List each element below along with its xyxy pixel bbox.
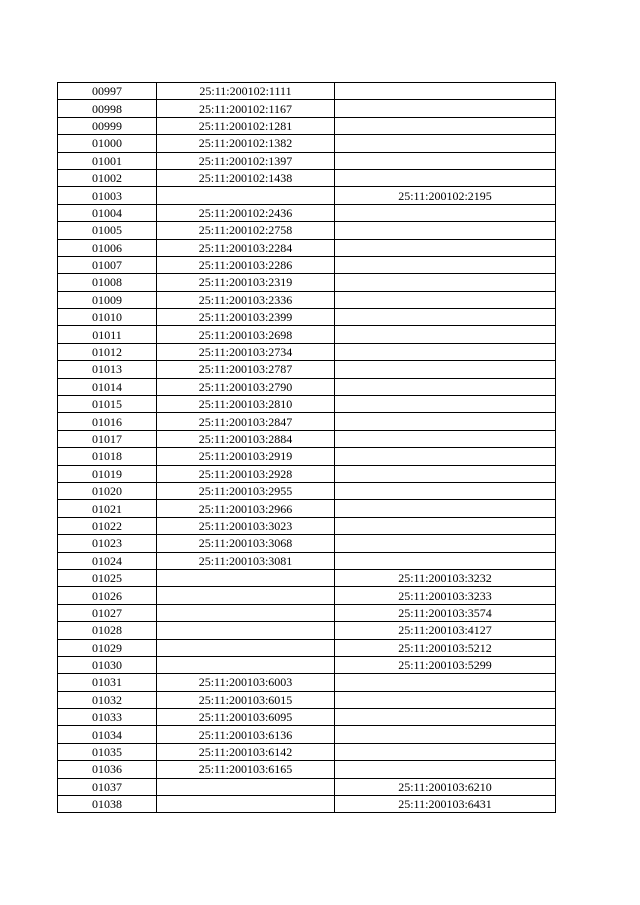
cadastral-number-alt-cell: 25:11:200102:2195 [335, 187, 556, 204]
record-number-cell: 01002 [58, 169, 157, 186]
records-table [57, 82, 556, 813]
record-number-cell: 01010 [58, 309, 157, 326]
cadastral-number-alt-cell [335, 761, 556, 778]
cadastral-number-alt-cell [335, 709, 556, 726]
cadastral-number-cell: 25:11:200103:6136 [157, 726, 335, 743]
record-number-cell: 01036 [58, 761, 157, 778]
cadastral-number-cell: 25:11:200103:2810 [157, 396, 335, 413]
cadastral-number-cell: 25:11:200103:2319 [157, 274, 335, 291]
record-number-cell: 01015 [58, 396, 157, 413]
table-row [58, 761, 556, 778]
record-number-cell: 01032 [58, 691, 157, 708]
cadastral-number-cell: 25:11:200103:6095 [157, 709, 335, 726]
cadastral-number-alt-cell [335, 430, 556, 447]
record-number-cell: 01016 [58, 413, 157, 430]
cadastral-number-cell: 25:11:200103:6015 [157, 691, 335, 708]
cadastral-number-cell: 25:11:200103:2399 [157, 309, 335, 326]
cadastral-number-alt-cell [335, 378, 556, 395]
cadastral-number-alt-cell [335, 361, 556, 378]
record-number-cell: 01008 [58, 274, 157, 291]
cadastral-number-alt-cell [335, 448, 556, 465]
cadastral-number-alt-cell: 25:11:200103:6431 [335, 796, 556, 813]
record-number-cell: 01026 [58, 587, 157, 604]
cadastral-number-alt-cell [335, 743, 556, 760]
cadastral-number-alt-cell: 25:11:200103:3233 [335, 587, 556, 604]
table-row [58, 274, 556, 291]
cadastral-number-alt-cell: 25:11:200103:3232 [335, 569, 556, 586]
record-number-cell: 01023 [58, 535, 157, 552]
cadastral-number-cell: 25:11:200103:2336 [157, 291, 335, 308]
record-number-cell: 01020 [58, 482, 157, 499]
record-number-cell: 01027 [58, 604, 157, 621]
cadastral-number-alt-cell [335, 726, 556, 743]
table-row [58, 413, 556, 430]
table-row [58, 361, 556, 378]
record-number-cell: 01021 [58, 500, 157, 517]
cadastral-number-alt-cell [335, 674, 556, 691]
cadastral-number-cell: 25:11:200103:2734 [157, 343, 335, 360]
cadastral-number-cell [157, 604, 335, 621]
cadastral-number-cell: 25:11:200103:2787 [157, 361, 335, 378]
record-number-cell: 01018 [58, 448, 157, 465]
cadastral-number-cell: 25:11:200103:6142 [157, 743, 335, 760]
table-row [58, 256, 556, 273]
cadastral-number-cell: 25:11:200103:2884 [157, 430, 335, 447]
record-number-cell: 00998 [58, 100, 157, 117]
cadastral-number-alt-cell [335, 343, 556, 360]
cadastral-number-cell: 25:11:200102:1438 [157, 169, 335, 186]
cadastral-number-cell [157, 587, 335, 604]
cadastral-number-cell: 25:11:200102:1382 [157, 135, 335, 152]
cadastral-number-cell [157, 796, 335, 813]
record-number-cell: 01013 [58, 361, 157, 378]
table-row [58, 482, 556, 499]
record-number-cell: 01001 [58, 152, 157, 169]
cadastral-number-alt-cell: 25:11:200103:3574 [335, 604, 556, 621]
table-row [58, 796, 556, 813]
record-number-cell: 01000 [58, 135, 157, 152]
table-row [58, 343, 556, 360]
table-row [58, 326, 556, 343]
record-number-cell: 01017 [58, 430, 157, 447]
cadastral-number-cell: 25:11:200102:1111 [157, 83, 335, 100]
record-number-cell: 01011 [58, 326, 157, 343]
table-row [58, 465, 556, 482]
record-number-cell: 01007 [58, 256, 157, 273]
cadastral-number-cell: 25:11:200103:2790 [157, 378, 335, 395]
record-number-cell: 01006 [58, 239, 157, 256]
record-number-cell: 01022 [58, 517, 157, 534]
record-number-cell: 00999 [58, 117, 157, 134]
table-row [58, 309, 556, 326]
table-row [58, 500, 556, 517]
table-row [58, 239, 556, 256]
cadastral-number-cell [157, 622, 335, 639]
cadastral-number-alt-cell [335, 465, 556, 482]
table-row [58, 691, 556, 708]
cadastral-number-cell: 25:11:200102:1167 [157, 100, 335, 117]
cadastral-number-alt-cell [335, 482, 556, 499]
cadastral-number-alt-cell: 25:11:200103:5299 [335, 656, 556, 673]
table-row [58, 169, 556, 186]
record-number-cell: 01035 [58, 743, 157, 760]
cadastral-number-alt-cell [335, 309, 556, 326]
cadastral-number-cell: 25:11:200103:2919 [157, 448, 335, 465]
cadastral-number-cell: 25:11:200103:2966 [157, 500, 335, 517]
cadastral-number-cell [157, 656, 335, 673]
cadastral-number-cell [157, 639, 335, 656]
table-row [58, 656, 556, 673]
cadastral-number-alt-cell [335, 274, 556, 291]
table-row [58, 222, 556, 239]
record-number-cell: 01004 [58, 204, 157, 221]
record-number-cell: 01031 [58, 674, 157, 691]
table-row [58, 396, 556, 413]
cadastral-number-alt-cell [335, 83, 556, 100]
cadastral-number-cell: 25:11:200103:2698 [157, 326, 335, 343]
table-row [58, 622, 556, 639]
record-number-cell: 00997 [58, 83, 157, 100]
cadastral-number-cell: 25:11:200103:2847 [157, 413, 335, 430]
table-row [58, 117, 556, 134]
record-number-cell: 01025 [58, 569, 157, 586]
record-number-cell: 01003 [58, 187, 157, 204]
cadastral-number-alt-cell: 25:11:200103:4127 [335, 622, 556, 639]
cadastral-number-cell [157, 778, 335, 795]
table-row [58, 83, 556, 100]
record-number-cell: 01005 [58, 222, 157, 239]
record-number-cell: 01024 [58, 552, 157, 569]
table-row [58, 743, 556, 760]
record-number-cell: 01029 [58, 639, 157, 656]
table-row [58, 291, 556, 308]
cadastral-number-cell: 25:11:200103:3081 [157, 552, 335, 569]
cadastral-number-cell: 25:11:200103:2955 [157, 482, 335, 499]
record-number-cell: 01009 [58, 291, 157, 308]
record-number-cell: 01037 [58, 778, 157, 795]
cadastral-number-alt-cell [335, 396, 556, 413]
record-number-cell: 01012 [58, 343, 157, 360]
record-number-cell: 01034 [58, 726, 157, 743]
cadastral-number-cell: 25:11:200103:6003 [157, 674, 335, 691]
record-number-cell: 01019 [58, 465, 157, 482]
cadastral-number-cell: 25:11:200103:3068 [157, 535, 335, 552]
table-row [58, 135, 556, 152]
cadastral-number-cell: 25:11:200102:1281 [157, 117, 335, 134]
table-row [58, 535, 556, 552]
cadastral-number-alt-cell [335, 552, 556, 569]
table-row [58, 709, 556, 726]
cadastral-number-cell: 25:11:200102:1397 [157, 152, 335, 169]
cadastral-number-alt-cell [335, 326, 556, 343]
cadastral-number-alt-cell [335, 500, 556, 517]
cadastral-number-alt-cell [335, 117, 556, 134]
cadastral-number-alt-cell [335, 204, 556, 221]
cadastral-number-alt-cell [335, 152, 556, 169]
table-row [58, 778, 556, 795]
cadastral-number-cell: 25:11:200103:2928 [157, 465, 335, 482]
record-number-cell: 01028 [58, 622, 157, 639]
cadastral-number-alt-cell: 25:11:200103:5212 [335, 639, 556, 656]
cadastral-number-alt-cell [335, 291, 556, 308]
cadastral-number-alt-cell [335, 100, 556, 117]
cadastral-number-alt-cell [335, 691, 556, 708]
cadastral-number-alt-cell [335, 535, 556, 552]
record-number-cell: 01030 [58, 656, 157, 673]
cadastral-number-alt-cell [335, 135, 556, 152]
cadastral-number-alt-cell [335, 222, 556, 239]
table-row [58, 378, 556, 395]
table-row [58, 448, 556, 465]
record-number-cell: 01014 [58, 378, 157, 395]
table-row [58, 604, 556, 621]
cadastral-number-cell: 25:11:200103:2284 [157, 239, 335, 256]
cadastral-number-alt-cell [335, 169, 556, 186]
table-row [58, 100, 556, 117]
table-row [58, 152, 556, 169]
table-row [58, 187, 556, 204]
table-row [58, 204, 556, 221]
cadastral-number-cell: 25:11:200102:2758 [157, 222, 335, 239]
record-number-cell: 01033 [58, 709, 157, 726]
table-row [58, 517, 556, 534]
cadastral-number-cell: 25:11:200103:6165 [157, 761, 335, 778]
cadastral-number-cell: 25:11:200103:3023 [157, 517, 335, 534]
cadastral-number-alt-cell [335, 517, 556, 534]
cadastral-number-cell: 25:11:200102:2436 [157, 204, 335, 221]
record-number-cell: 01038 [58, 796, 157, 813]
table-row [58, 639, 556, 656]
table-row [58, 587, 556, 604]
table-row [58, 569, 556, 586]
cadastral-number-alt-cell [335, 239, 556, 256]
table-row [58, 726, 556, 743]
records-table-body [58, 83, 556, 813]
cadastral-number-alt-cell [335, 256, 556, 273]
cadastral-number-cell [157, 569, 335, 586]
table-row [58, 430, 556, 447]
cadastral-number-cell: 25:11:200103:2286 [157, 256, 335, 273]
table-row [58, 552, 556, 569]
cadastral-number-cell [157, 187, 335, 204]
table-row [58, 674, 556, 691]
cadastral-number-alt-cell [335, 413, 556, 430]
cadastral-number-alt-cell: 25:11:200103:6210 [335, 778, 556, 795]
